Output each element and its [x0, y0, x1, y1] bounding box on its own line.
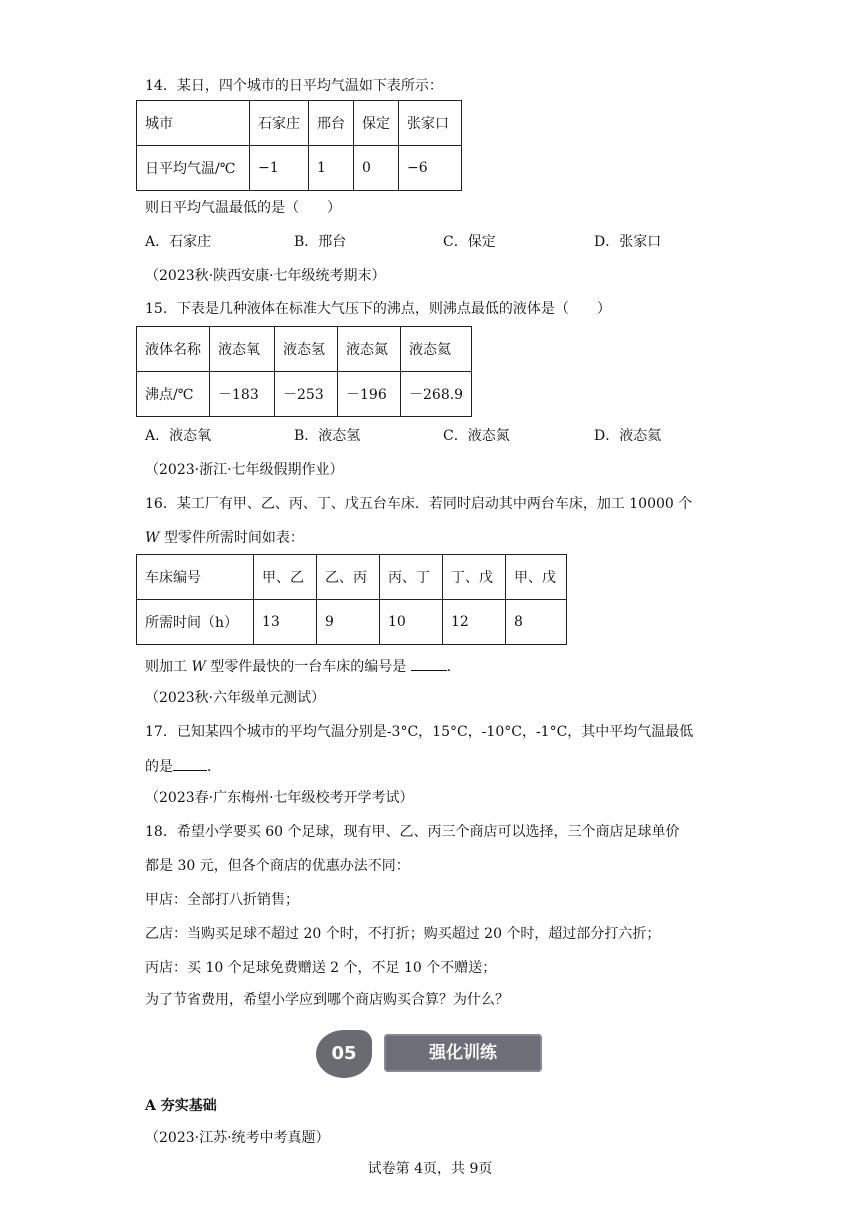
table-cell: 日平均气温/℃ [137, 146, 250, 191]
table-cell: －268.9 [401, 372, 472, 417]
table-row [137, 146, 462, 191]
table-cell: 沸点/℃ [137, 372, 210, 417]
q15-table [136, 326, 472, 417]
table-cell: 丁、戊 [443, 555, 506, 600]
variable-w: W [191, 659, 206, 675]
table-cell: 所需时间（h） [137, 600, 254, 645]
source-note: （2023·江苏·统考中考真题） [145, 1130, 330, 1146]
source-note: （2023·浙江·七年级假期作业） [145, 462, 344, 478]
q14-stem: 14．某日，四个城市的日平均气温如下表所示： [145, 78, 443, 94]
section-title: 强化训练 [429, 1043, 497, 1063]
q18-line: 丙店：买 10 个足球免费赠送 2 个，不足 10 个不赠送； [145, 960, 497, 976]
table-cell: 液体名称 [137, 327, 210, 372]
q14-table [136, 100, 462, 191]
section-heading: A 夯实基础 [145, 1098, 217, 1114]
table-cell: 邢台 [309, 101, 354, 146]
q16-question-end: ． [446, 659, 461, 675]
q16-stem-line1: 16．某工厂有甲、乙、丙、丁、戊五台车床．若同时启动其中两台车床，加工 10000 个 [145, 496, 693, 512]
option-b: B．液态氢 [294, 428, 361, 444]
q17-line2 [145, 756, 221, 777]
table-cell: 0 [354, 146, 399, 191]
option-b: B．邢台 [294, 234, 347, 250]
section-banner [316, 1030, 544, 1078]
answer-blank[interactable] [411, 656, 447, 671]
q16-question [145, 656, 461, 677]
q17-line2-pre: 的是 [145, 759, 173, 775]
table-cell: 甲、乙 [254, 555, 317, 600]
table-cell: 液态氦 [401, 327, 472, 372]
table-cell: －253 [275, 372, 338, 417]
table-row [137, 101, 462, 146]
table-row [137, 327, 472, 372]
table-cell: 甲、戊 [506, 555, 567, 600]
table-cell: 10 [380, 600, 443, 645]
table-cell: 9 [317, 600, 380, 645]
q16-question-pre: 则加工 [145, 659, 192, 675]
q18-line: 都是 30 元，但各个商店的优惠办法不同： [145, 858, 410, 874]
q18-line: 为了节省费用，希望小学应到哪个商店购买合算？为什么？ [145, 992, 509, 1008]
q18-line: 乙店：当购买足球不超过 20 个时，不打折；购买超过 20 个时，超过部分打六折； [145, 926, 661, 942]
q14-question: 则日平均气温最低的是（ ） [145, 200, 341, 216]
q18-line: 甲店：全部打八折销售； [145, 892, 299, 908]
option-c: C．液态氮 [443, 428, 510, 444]
table-cell: 8 [506, 600, 567, 645]
table-row [137, 372, 472, 417]
table-cell: 13 [254, 600, 317, 645]
variable-w: W [145, 530, 160, 546]
table-cell: －196 [338, 372, 401, 417]
table-row [137, 600, 567, 645]
table-cell: 液态氧 [210, 327, 275, 372]
source-note: （2023春·广东梅州·七年级校考开学考试） [145, 790, 414, 806]
page-footer: 试卷第 4页，共 9页 [367, 1161, 493, 1177]
q15-stem: 15．下表是几种液体在标准大气压下的沸点，则沸点最低的液体是（ ） [145, 301, 611, 317]
table-cell: －183 [210, 372, 275, 417]
source-note: （2023秋·六年级单元测试） [145, 690, 326, 706]
q16-table [136, 554, 567, 645]
table-cell: 张家口 [399, 101, 462, 146]
option-d: D．张家口 [594, 234, 662, 250]
option-d: D．液态氦 [594, 428, 662, 444]
section-number: 05 [331, 1043, 357, 1064]
table-cell: 1 [309, 146, 354, 191]
table-cell: −6 [399, 146, 462, 191]
table-cell: 12 [443, 600, 506, 645]
option-a: A．石家庄 [145, 234, 212, 250]
q18-line: 18．希望小学要买 60 个足球，现有甲、乙、丙三个商店可以选择，三个商店足球单价 [145, 824, 680, 840]
table-cell: 液态氢 [275, 327, 338, 372]
q16-stem-line2 [145, 528, 304, 548]
answer-blank[interactable] [173, 756, 207, 771]
table-row [137, 555, 567, 600]
table-cell: 乙、丙 [317, 555, 380, 600]
q16-question-post: 型零件最快的一台车床的编号是 [205, 659, 407, 675]
table-cell: 城市 [137, 101, 250, 146]
q17-line1: 17．已知某四个城市的平均气温分别是-3°C，15°C，-10°C，-1°C，其中平均气温最低 [145, 724, 694, 740]
table-cell: 保定 [354, 101, 399, 146]
option-c: C．保定 [443, 234, 496, 250]
q16-stem-line2-text: 型零件所需时间如表： [163, 530, 304, 546]
source-note: （2023秋·陕西安康·七年级统考期末） [145, 268, 386, 284]
table-cell: 石家庄 [250, 101, 309, 146]
q17-line2-end: ． [207, 759, 221, 775]
table-cell: 丙、丁 [380, 555, 443, 600]
table-cell: 车床编号 [137, 555, 254, 600]
table-cell: −1 [250, 146, 309, 191]
table-cell: 液态氮 [338, 327, 401, 372]
option-a: A．液态氧 [145, 428, 212, 444]
